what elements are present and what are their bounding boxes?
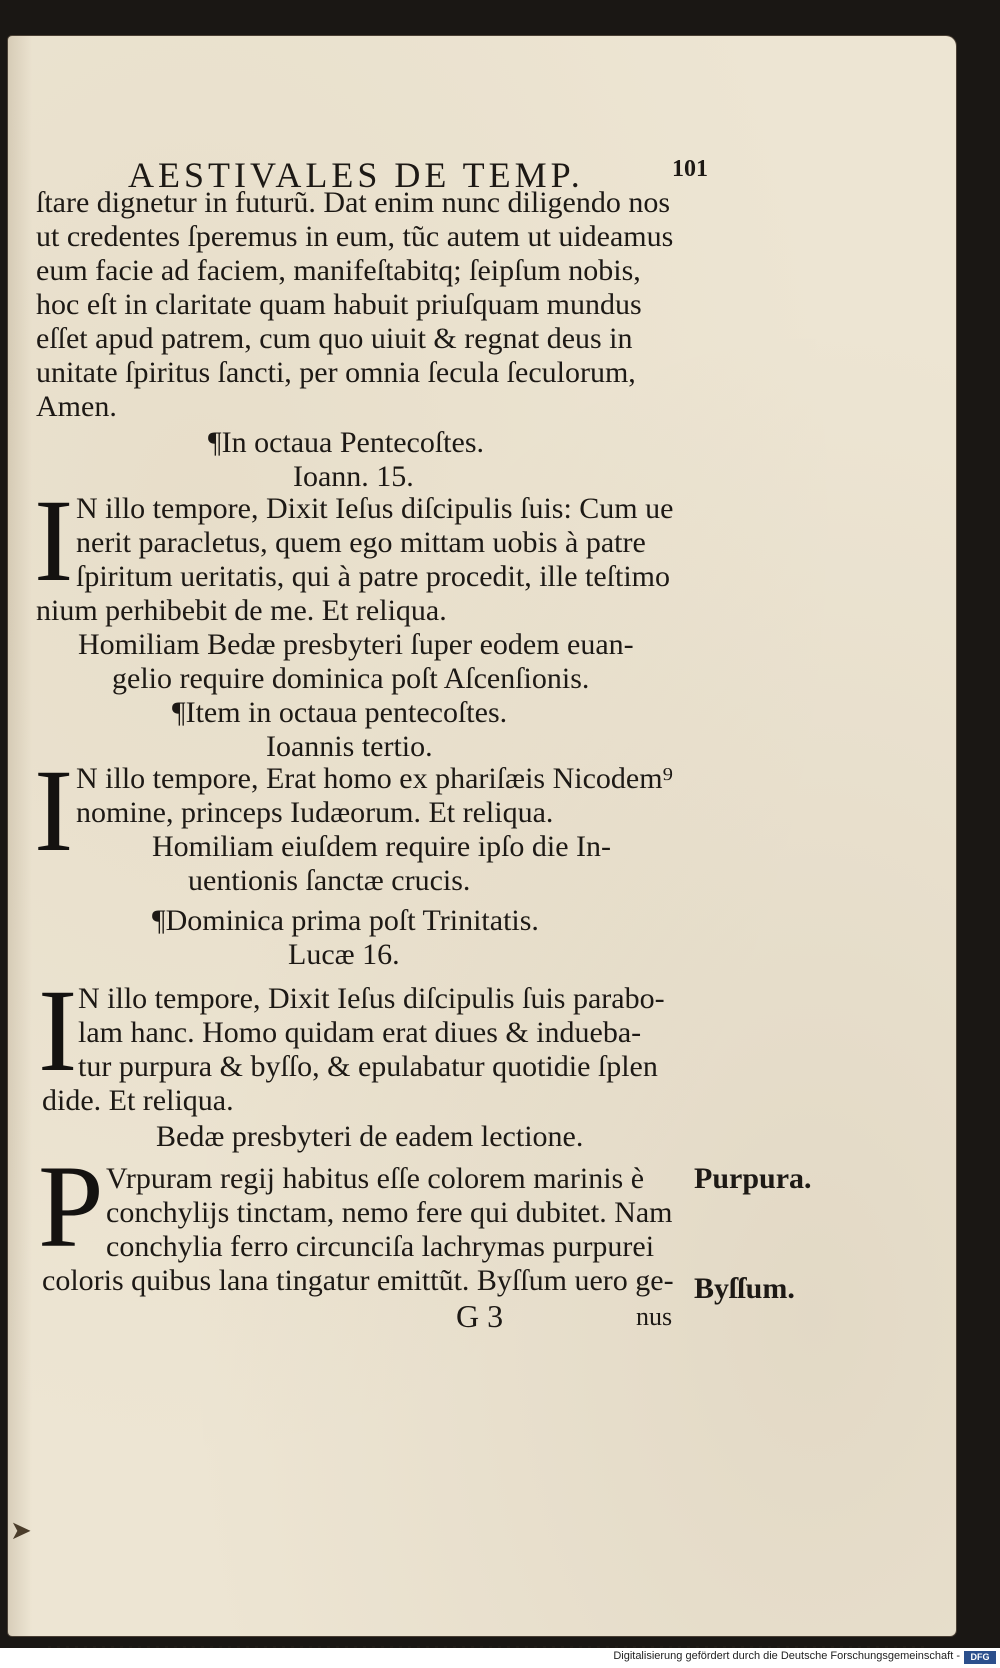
text-line: eſſet apud patrem, cum quo uiuit & regnat deus in bbox=[36, 322, 633, 355]
text-line: coloris quibus lana tingatur emittũt. Byſſum uero ge- bbox=[42, 1264, 674, 1297]
text-line: Homiliam eiuſdem require ipſo die In- bbox=[152, 830, 612, 863]
scripture-reference: Ioannis tertio. bbox=[266, 730, 433, 763]
drop-cap: I bbox=[34, 475, 74, 606]
text-line: tur purpura & byſſo, & epulabatur quotidie ſplen bbox=[78, 1050, 658, 1083]
section-heading: ¶Item in octaua pentecoſtes. bbox=[172, 696, 508, 729]
text-line: conchylijs tinctam, nemo fere qui dubitet. Nam bbox=[106, 1196, 673, 1229]
book-page bbox=[8, 36, 956, 1636]
signature-mark: G 3 bbox=[456, 1298, 504, 1334]
section-heading: ¶In octaua Pentecoſtes. bbox=[208, 426, 484, 459]
running-head: AESTIVALES DE TEMP. bbox=[128, 155, 584, 195]
text-line: N illo tempore, Dixit Ieſus diſcipulis ſuis parabo- bbox=[78, 982, 665, 1015]
footer-credit: Digitalisierung gefördert durch die Deutsche Forschungsgemeinschaft - bbox=[613, 1650, 960, 1662]
text-line: nomine, princeps Iudæorum. Et reliqua. bbox=[76, 796, 554, 829]
text-line: hoc eſt in claritate quam habuit priuſquam mundus bbox=[36, 288, 642, 321]
text-line: ut credentes ſperemus in eum, tũc autem ut uideamus bbox=[36, 220, 674, 253]
text-line: uentionis ſanctæ crucis. bbox=[188, 864, 471, 897]
scripture-reference: Lucæ 16. bbox=[288, 938, 400, 971]
text-line: unitate ſpiritus ſancti, per omnia ſecula ſeculorum, bbox=[36, 356, 636, 389]
text-line: eum facie ad faciem, manifeſtabitq; ſeipſum nobis, bbox=[36, 254, 641, 287]
drop-cap: I bbox=[34, 745, 74, 876]
marginal-note: Byſſum. bbox=[694, 1272, 795, 1305]
dfg-logo: DFG bbox=[964, 1651, 996, 1664]
footer-bar bbox=[0, 1648, 1000, 1668]
page-number: 101 bbox=[672, 156, 708, 182]
text-line: lam hanc. Homo quidam erat diues & indueba- bbox=[78, 1016, 642, 1049]
text-line: nium perhibebit de me. Et reliqua. bbox=[36, 594, 447, 627]
section-heading: ¶Dominica prima poſt Trinitatis. bbox=[152, 904, 539, 937]
scripture-reference: Ioann. 15. bbox=[293, 460, 414, 493]
text-line: Homiliam Bedæ presbyteri ſuper eodem euan- bbox=[78, 628, 634, 661]
catchword: nus bbox=[636, 1302, 673, 1331]
text-line: ſpiritum ueritatis, qui à patre procedit, ille teſtimo bbox=[76, 560, 671, 593]
text-line: dide. Et reliqua. bbox=[42, 1084, 234, 1117]
section-heading: Bedæ presbyteri de eadem lectione. bbox=[156, 1120, 584, 1153]
text-line: gelio require dominica poſt Aſcenſionis. bbox=[112, 662, 590, 695]
text-line: nerit paracletus, quem ego mittam uobis à patre bbox=[76, 526, 646, 559]
page-corner-mark: ➤ bbox=[10, 1516, 32, 1545]
drop-cap: I bbox=[38, 965, 78, 1096]
text-line: Amen. bbox=[36, 390, 117, 423]
text-line: N illo tempore, Erat homo ex phariſæis Nicodem⁹ bbox=[76, 762, 673, 795]
text-line: ſtare dignetur in futurũ. Dat enim nunc diligendo nos bbox=[36, 186, 671, 219]
drop-cap: P bbox=[38, 1141, 104, 1272]
text-line: conchylia ferro circunciſa lachrymas purpurei bbox=[106, 1230, 655, 1263]
text-line: N illo tempore, Dixit Ieſus diſcipulis ſuis: Cum ue bbox=[76, 492, 674, 525]
text-line: Vrpuram regij habitus eſſe colorem marinis è bbox=[106, 1162, 645, 1195]
marginal-note: Purpura. bbox=[694, 1162, 812, 1195]
